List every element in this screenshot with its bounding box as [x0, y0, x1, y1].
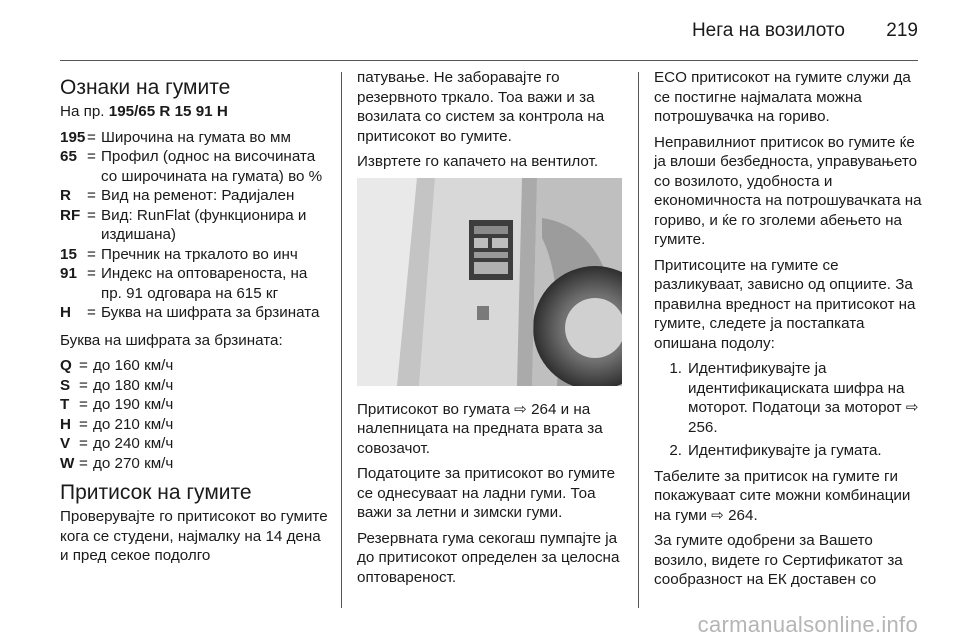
- section-heading-tire-markings: Ознаки на гумите: [60, 76, 231, 99]
- definition-row: RF = Вид: RunFlat (функционира и издишана): [60, 206, 307, 243]
- definition-row: 195 = Широчина на гумата во мм: [60, 128, 291, 146]
- paragraph: патување. Не заборавајте го резервното тркало. Тоа важи и за возилата со систем за контрола на притисокот во гумите.: [357, 69, 605, 145]
- definition-row: H = Буква на шифрата за брзината: [60, 304, 320, 321]
- paragraph: ECO притисокот на гумите служи да се постигне најмалата можна потрошувачка на гориво.: [654, 69, 911, 125]
- paragraph: Табелите за притисок на гумите ги покажуваат сите можни комбинации на гуми ⇨ 264.: [654, 467, 911, 524]
- speed-code-intro: Буква на шифрата за брзината:: [60, 331, 283, 349]
- running-title: Нега на возилото: [691, 20, 845, 41]
- door-label-photo: [357, 178, 622, 386]
- step-item: 2. Идентификувајте ја гумата.: [669, 442, 882, 459]
- page-header: [0, 0, 960, 60]
- paragraph: Податоците за притисокот во гумите се однесуваат на ладни гуми. Тоа важи за летни и зимски гуми.: [357, 465, 616, 521]
- speed-row: H = до 210 км/ч: [60, 415, 174, 433]
- speed-row: T = до 190 км/ч: [60, 396, 174, 413]
- paragraph: Притисоците на гумите се разликуваат, зависно од опциите. За правилна вредност на притисокот на гумите, следете ја постапката опишана подолу:: [654, 256, 916, 352]
- speed-row: Q = до 160 км/ч: [60, 357, 174, 374]
- paragraph: Притисокот во гумата ⇨ 264 и на налепницата на предната врата за совозачот.: [357, 400, 603, 457]
- section-heading-tire-pressure: Притисок на гумите: [60, 481, 252, 504]
- page-number: 219: [886, 20, 918, 41]
- speed-code-list: [60, 356, 328, 473]
- header-divider: [60, 60, 918, 61]
- column-divider-1: [341, 72, 342, 608]
- watermark-text: carmanualsonline.info: [697, 612, 918, 637]
- definition-row: 15 = Пречник на тркалото во инч: [60, 245, 298, 263]
- speed-row: W = до 270 км/ч: [60, 454, 174, 472]
- paragraph: Неправилниот притисок во гумите ќе ја влоши безбедноста, управувањето со возилото, удобноста и економичноста на потрошувачката на гориво, и ќе го зголеми абењето на гумите.: [654, 133, 922, 248]
- definition-row: 65 = Профил (однос на височината со широчината на гумата) во %: [60, 148, 323, 185]
- speed-row: S = до 180 км/ч: [60, 376, 174, 394]
- example-code: 195/65 R 15 91 H: [108, 103, 228, 120]
- column-divider-2: [638, 72, 639, 608]
- paragraph: Резервната гума секогаш пумпајте ја до притисокот определен за целосна оптовареност.: [357, 529, 620, 586]
- column-1: [60, 68, 328, 572]
- step-item: 1. Идентификувајте ја идентификациската шифра на моторот. Податоци за моторот ⇨ 256.: [669, 360, 919, 436]
- column-3: [654, 68, 922, 596]
- procedure-steps: [654, 359, 922, 461]
- definition-row: 91 = Индекс на оптовареноста, на пр. 91 одговара на 615 кг: [60, 265, 308, 302]
- tire-code-definitions: [60, 128, 328, 323]
- definition-row: R = Вид на ременот: Радијален: [60, 187, 295, 204]
- pressure-intro-text: Проверувајте го притисокот во гумите кога се студени, најмалку на 14 дена и пред секое подолго: [60, 508, 328, 564]
- example-line: На пр. 195/65 R 15 91 H: [60, 103, 228, 120]
- column-2: [357, 68, 624, 593]
- paragraph: Извртете го капачето на вентилот.: [357, 153, 599, 170]
- paragraph: За гумите одобрени за Вашето возило, видете го Сертификатот за сообразност на ЕК доставен со: [654, 532, 903, 588]
- door-pillar-illustration: [357, 178, 622, 386]
- speed-row: V = до 240 км/ч: [60, 435, 174, 452]
